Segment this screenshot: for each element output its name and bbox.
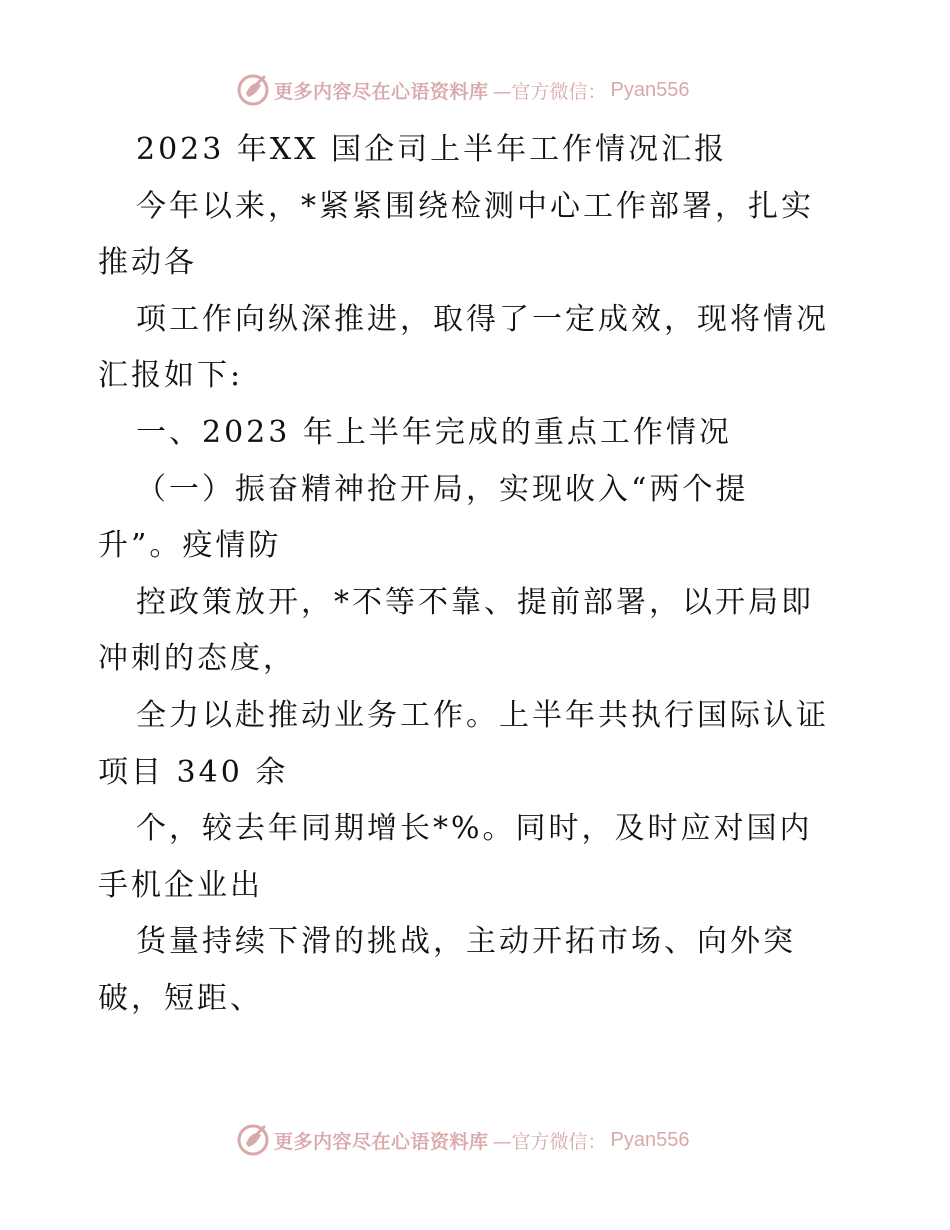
- logo-icon: [236, 73, 270, 107]
- watermark-header: [236, 72, 690, 108]
- watermark-text: 更多内容尽在心语资料库: [274, 80, 489, 103]
- watermark-contact: —官方微信：: [492, 80, 607, 103]
- text-line: 一、2023 年上半年完成的重点工作情况: [136, 414, 732, 450]
- watermark-brand: Pyan556: [610, 78, 690, 101]
- logo-icon: [236, 1123, 270, 1157]
- watermark-footer: [236, 1122, 690, 1158]
- watermark-contact: —官方微信：: [492, 1130, 607, 1153]
- watermark-text: 更多内容尽在心语资料库: [274, 1130, 489, 1153]
- watermark-brand: Pyan556: [610, 1128, 690, 1151]
- text-line: 手机企业出: [98, 867, 263, 903]
- text-line: 冲刺的态度，: [98, 641, 296, 677]
- text-line: 全力以赴推动业务工作。上半年共执行国际认证: [136, 697, 829, 733]
- text-line: 升”。疫情防: [98, 528, 282, 564]
- text-line: 破，短距、: [98, 980, 263, 1016]
- text-line: 项工作向纵深推进，取得了一定成效，现将情况: [136, 301, 829, 337]
- text-line: 项目 340 余: [98, 754, 289, 790]
- text-line: 货量持续下滑的挑战，主动开拓市场、向外突: [136, 924, 796, 960]
- text-line: （一）振奋精神抢开局，实现收入“两个提: [136, 471, 749, 507]
- text-line: 控政策放开，*不等不靠、提前部署，以开局即: [136, 584, 814, 620]
- document-body: [98, 122, 898, 1028]
- text-line: 个，较去年同期增长*%。同时，及时应对国内: [136, 811, 813, 847]
- text-line: 今年以来，*紧紧围绕检测中心工作部署，扎实: [136, 188, 814, 224]
- text-line: 汇报如下:: [98, 358, 244, 394]
- text-line: 推动各: [98, 245, 197, 281]
- text-line: 2023 年XX 国企司上半年工作情况汇报: [136, 132, 728, 167]
